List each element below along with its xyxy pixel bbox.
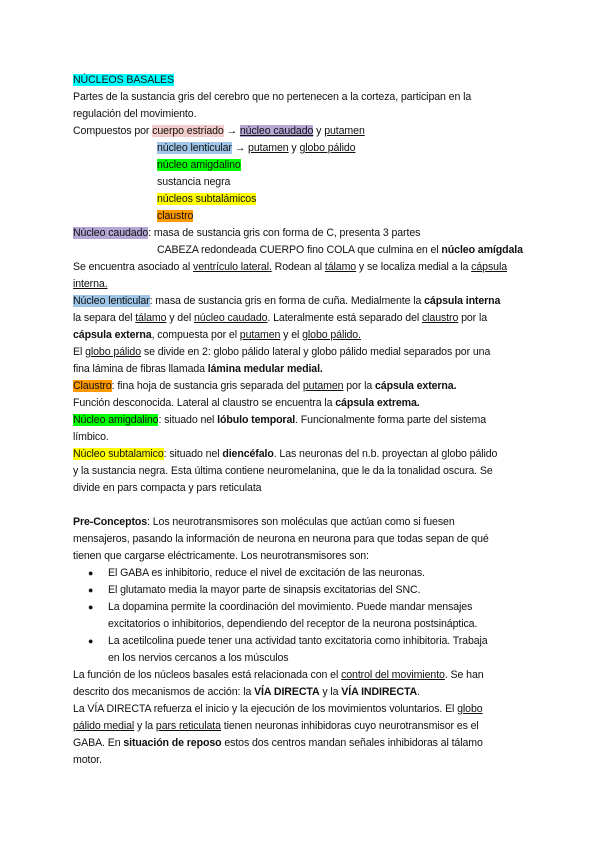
preconceptos-line-3: tienen que cargarse eléctricamente. Los neurotransmisores son: (73, 550, 369, 562)
caudado-line-4: interna. (73, 278, 108, 290)
caudado-line-3: Se encuentra asociado al ventrículo lateral. Rodean al tálamo y se localiza medial a la cápsula (73, 261, 507, 273)
preconceptos-line-1: Pre-Conceptos: Los neurotransmisores son moléculas que actúan como si fuesen (73, 516, 455, 528)
bullet-dot-icon: ● (88, 602, 94, 612)
bullet-dopamina-1: La dopamina permite la coordinación del movimiento. Puede mandar mensajes (108, 601, 473, 613)
amigdalino-label: Núcleo amigdalino (73, 414, 159, 426)
nucleo-lenticular: núcleo lenticular (157, 142, 232, 154)
lenticular-para-3: cápsula externa, compuesta por el putamen y el globo pálido. (73, 329, 361, 341)
putamen-term: putamen (324, 125, 365, 137)
claustro-para-2: Función desconocida. Lateral al claustro se encuentra la cápsula extrema. (73, 397, 420, 409)
sustancia-negra-item: sustancia negra (157, 176, 231, 188)
caudado-line-2: CABEZA redondeada CUERPO fino COLA que culmina en el núcleo amígdala (157, 244, 523, 256)
intro-line-1: Partes de la sustancia gris del cerebro que no pertenecen a la corteza, participan en la (73, 91, 472, 103)
preconceptos-label: Pre-Conceptos (73, 516, 148, 528)
subtalamico-para-1: Núcleo subtalamico: situado nel diencéfalo. Las neuronas del n.b. proyectan al globo pálido (73, 448, 498, 460)
amigdalino-para-2: límbico. (73, 431, 109, 443)
function-line-1: La función de los núcleos basales está relacionada con el control del movimiento. Se han (73, 669, 484, 681)
function-line-6: motor. (73, 754, 102, 766)
function-line-3: La VÍA DIRECTA refuerza el inicio y la ejecución de los movimientos voluntarios. El globo (73, 703, 483, 715)
caudado-line-1: Núcleo caudado: masa de sustancia gris con forma de C, presenta 3 partes (73, 227, 421, 239)
globo-para-1: El globo pálido se divide en 2: globo pálido lateral y globo pálido medial separados por una (73, 346, 491, 358)
cuerpo-estriado: cuerpo estriado (152, 125, 224, 137)
bullet-dot-icon: ● (88, 568, 94, 578)
title (73, 73, 174, 87)
bullet-dopamina-2: excitatorios o inhibitorios, dependiendo del receptor de la neurona postsináptica. (108, 618, 478, 630)
globo-para-2: fina lámina de fibras llamada lámina medular medial. (73, 363, 323, 375)
function-line-5: GABA. En situación de reposo estos dos centros mandan señales inhibidoras al tálamo (73, 737, 483, 749)
lenticular-label: Núcleo lenticular (73, 295, 150, 307)
amigdalino-item: núcleo amigdalino (157, 159, 241, 171)
bullet-dot-icon: ● (88, 585, 94, 595)
lenticular-line: núcleo lenticular → putamen y globo pálido (157, 142, 356, 154)
subtalamico-para-2: y la sustancia negra. Esta última contiene neuromelanina, que le da la tonalidad oscura. Se (73, 465, 493, 477)
subtalamico-label: Núcleo subtalamico (73, 448, 164, 460)
claustro-label: Claustro (73, 380, 112, 392)
bullet-acetilcolina-2: en los nervios cercanos a los músculos (108, 652, 289, 664)
nucleo-caudado-link: núcleo caudado (239, 125, 314, 137)
amigdalino-para-1: Núcleo amigdalino: situado nel lóbulo temporal. Funcionalmente forma parte del sistema (73, 414, 487, 426)
lenticular-para-2: la separa del tálamo y del núcleo caudado. Lateralmente está separado del claustro por la (73, 312, 487, 324)
subtalamicos-item: núcleos subtalámicos (157, 193, 257, 205)
bullet-dot-icon: ● (88, 636, 94, 646)
function-line-2: descrito dos mecanismos de acción: la VÍA DIRECTA y la VÍA INDIRECTA. (73, 686, 420, 698)
preconceptos-line-2: mensajeros, pasando la información de neurona en neurona para que todas sepan de qué (73, 533, 489, 545)
composition-line: Compuestos por cuerpo estriado → núcleo caudado y putamen (73, 125, 365, 137)
lenticular-para-1: Núcleo lenticular: masa de sustancia gris en forma de cuña. Medialmente la cápsula interna (73, 295, 501, 307)
claustro-item: claustro (157, 210, 194, 222)
title-text: NÚCLEOS BASALES (73, 74, 174, 86)
caudado-label: Núcleo caudado (73, 227, 149, 239)
intro-line-2: regulación del movimiento. (73, 108, 197, 120)
bullet-acetilcolina-1: La acetilcolina puede tener una actividad tanto excitatoria como inhibitoria. Trabaja (108, 635, 488, 647)
function-line-4: pálido medial y la pars reticulata tienen neuronas inhibidoras cuyo neurotransmisor es el (73, 720, 479, 732)
subtalamico-para-3: divide en pars compacta y pars reticulata (73, 482, 262, 494)
bullet-glutamato: El glutamato media la mayor parte de sinapsis excitatorias del SNC. (108, 584, 421, 596)
claustro-para-1: Claustro: fina hoja de sustancia gris separada del putamen por la cápsula externa. (73, 380, 457, 392)
bullet-gaba: El GABA es inhibitorio, reduce el nivel de excitación de las neuronas. (108, 567, 425, 579)
